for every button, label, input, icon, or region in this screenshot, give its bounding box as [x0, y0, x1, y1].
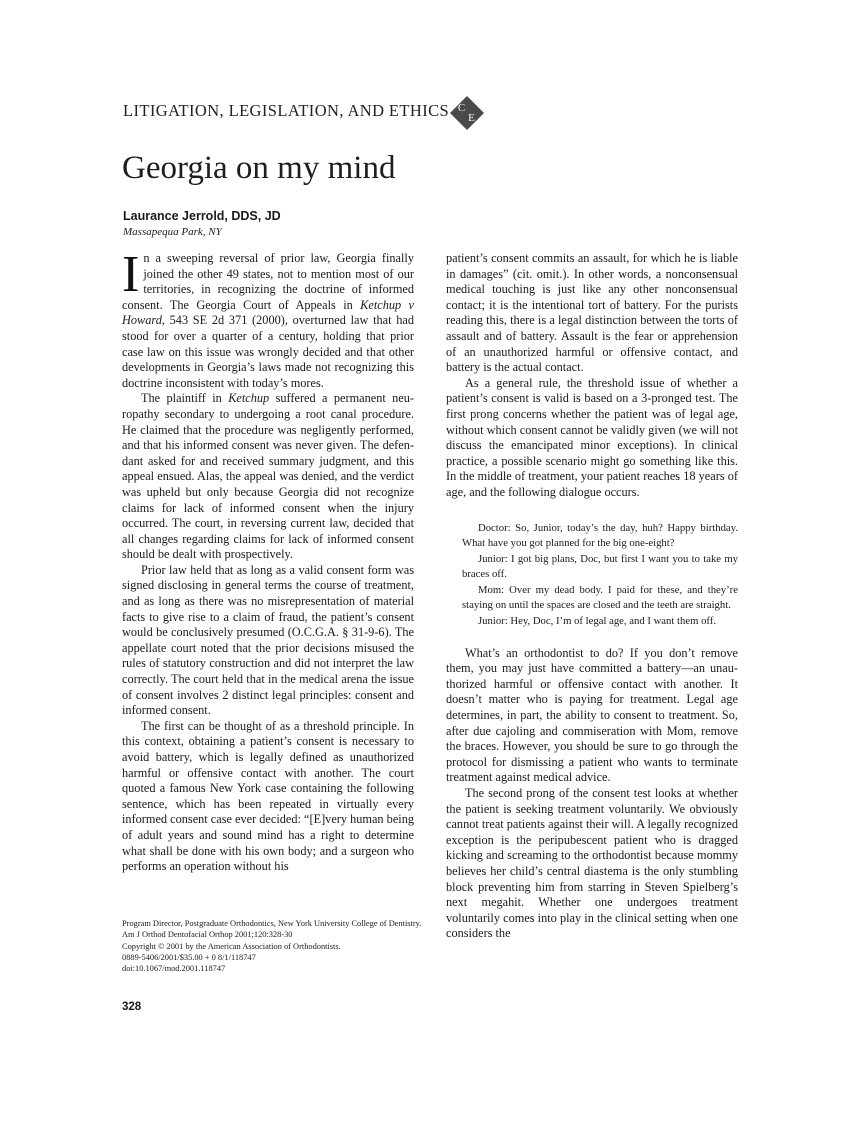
paragraph: The first can be thought of as a threshold principle. In this context, obtaining a patient’s consent is necessary to avoid battery, which is legally defined as unauthorized harmful or offensive contact with another. The court quoted a famous New York case containing the following sentence, which has been repeated in virtually every informed consent case ever decided: “[E]very human being of adult years and sound mind has a right to determine what shall be done with his own body; and a surgeon who performs an operation without his	[122, 718, 414, 874]
author-name: Laurance Jerrold, DDS, JD	[123, 209, 281, 223]
right-column	[446, 251, 738, 942]
footnote-affiliation: Program Director, Postgraduate Orthodontics, New York University College of Dentistry.	[122, 919, 422, 928]
section-heading: LITIGATION, LEGISLATION, AND ETHICS	[123, 101, 450, 120]
footnote-copyright: Copyright © 2001 by the American Association of Orthodontists.	[122, 941, 341, 951]
footnote	[122, 918, 422, 974]
text-run: n a sweeping reversal of prior law, Georgia finally joined the other 49 states, not to mention most of our territories, in recognizing the doctrine of informed consent. The Georgia Court of Appeals in	[122, 251, 414, 312]
badge-diamond	[450, 96, 484, 130]
text-run: , 543 SE 2d 371 (2000), overturned law that had stood for over a quarter of a century, holding that prior case law on this issue was wrongly decided and that other developments in Georgia’s laws made not recognizing this doctrine inconsistent with today’s mores.	[122, 313, 414, 390]
footnote-doi: doi:10.1067/mod.2001.118747	[122, 964, 226, 974]
left-column	[122, 246, 415, 875]
paragraph	[122, 246, 414, 391]
footnote-citation: Am J Orthod Dentofacial Orthop 2001;120:328-30	[122, 930, 293, 940]
badge-letter-e: E	[468, 112, 475, 124]
dialogue-line: Junior: Hey, Doc, I’m of legal age, and I want them off.	[478, 615, 717, 628]
page-number: 328	[122, 1001, 142, 1013]
paragraph: Prior law held that as long as a valid consent form was signed disclosing in general terms the course of treatment, and as long as there was no misrepresentation of material facts to give rise to a claim of fraud, the patient’s consent would be conclusively presumed (O.C.G.A. § 31-9-6). The appellate court noted that the prior decisions misused the rules of statutory construction and did not interpret the law correctly. The court held that in the medical arena the issue of consent involves 2 distinct legal principles: consent and informed consent.	[122, 562, 414, 718]
drop-cap: I	[122, 246, 140, 303]
paragraph: patient’s consent commits an assault, for which he is liable in damages” (cit. omit.). In other words, a nonconsensual medical touching is just like any other nonconsensual contact; it is the intentional tort of battery. For the purists reading this, there is a legal distinction between the torts of assault and of battery. Assault is the fear or apprehension of an unauthorized harmful or offensive contact, and battery is the actual contact.	[446, 251, 738, 375]
dialogue-line: Doctor: So, Junior, today’s the day, huh? Happy birthday. What have you got planned for the big one-eight?	[462, 521, 738, 550]
paragraph	[122, 391, 414, 563]
badge-letter-c: C	[457, 102, 466, 114]
paragraph: As a general rule, the threshold issue of whether a patient’s consent is valid is based on a 3-pronged test. The first prong concerns whether the patient was of legal age, without which consent cannot be validly given (we will not discuss the emancipated minor exceptions). In clinical practice, a possible scenario might go something like this. In the middle of treatment, your patient reaches 18 years of age, and the following dialogue occurs.	[446, 375, 738, 499]
paragraph: What’s an orthodontist to do? If you don’t remove them, you may just have committed a battery—an unauthorized harmful or offensive contact with another. It doesn’t matter who is paying for treatment. Legal age determines, in part, the ability to consent to treatment. So, after due cajoling and commiseration with Mom, remove the braces. However, you should be sure to go through the protocol for dismissing a patient who wants to terminate treatment against medical advice.	[446, 645, 738, 785]
dialogue-block	[462, 521, 738, 630]
paragraph: The second prong of the consent test looks at whether the patient is seeking treatment voluntarily. We obviously cannot treat patients against their will. A legally recognized exception is the peripubescent patient who is dragged kicking and screaming to the orthodontist because mommy believes her child’s central diastema is the only stumbling block preventing him from starring in Steven Spielberg’s next megahit. Whether one undergoes treatment voluntarily comes into play in the clinical setting when one considers the	[446, 786, 738, 941]
text-run: suffered a permanent neuropathy secondary to undergoing a root canal procedure. He claimed that the procedure was negligently performed, and that his informed consent was never given. The defendant asked for and received summary judgment, and this appeal ensued. Alas, the appeal was denied, and the verdict was upheld but only because Georgia did not recognize claims for lack of informed consent when the injury occurred. The court, in reversing current law, decided that all changes regarding claims for lack of informed consent should be dealt with prospectively.	[122, 391, 415, 562]
dialogue-line: Junior: I got big plans, Doc, but first I want you to take my braces off.	[462, 552, 738, 581]
dialogue-line: Mom: Over my dead body. I paid for these, and they’re staying on until the spaces are closed and the teeth are straight.	[462, 583, 738, 612]
author-affiliation: Massapequa Park, NY	[123, 226, 222, 238]
text-run: The plaintiff in	[141, 391, 229, 406]
case-name: Ketchup	[228, 391, 270, 406]
article-title: Georgia on my mind	[122, 150, 396, 186]
ce-credit-badge	[450, 96, 484, 130]
case-name: Ketchup v Howard	[122, 297, 414, 328]
footnote-issn: 0889-5406/2001/$35.00 + 0 8/1/118747	[122, 952, 256, 962]
